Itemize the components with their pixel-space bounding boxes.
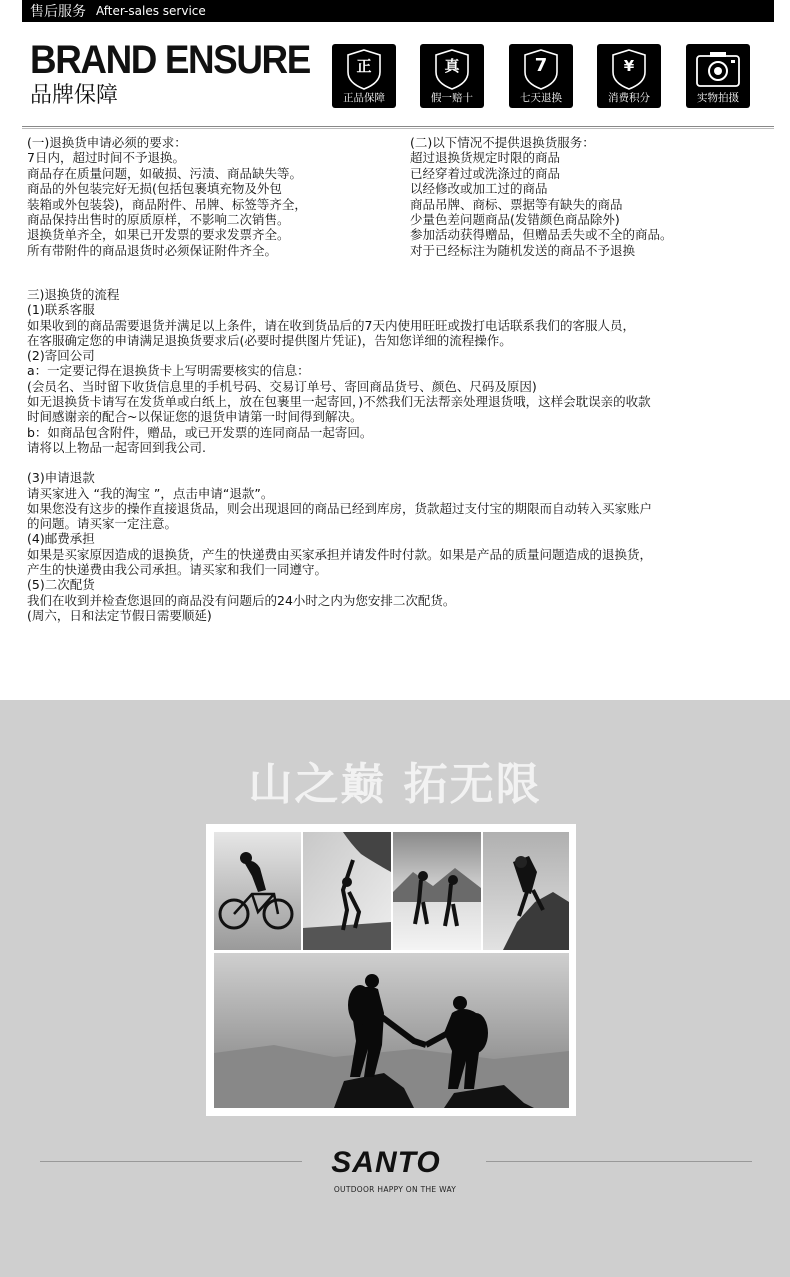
badge-glyph: 正 — [356, 57, 372, 75]
section-header-bar — [22, 0, 774, 22]
flow-step-title: (5)二次配货 — [27, 577, 95, 593]
photo-climber-overhang — [303, 832, 391, 950]
badge-label: 七天退换 — [520, 92, 562, 104]
photo-collage — [206, 824, 576, 1116]
brand-title-en: BRAND ENSURE — [30, 38, 310, 82]
flow-step-title: (2)寄回公司 — [27, 348, 95, 364]
section-title-en: After-sales service — [96, 4, 206, 18]
badge-fake-compensation — [420, 44, 484, 108]
footer-divider-left — [40, 1161, 302, 1162]
brand-title-cn: 品牌保障 — [30, 83, 119, 108]
return-exclusions — [410, 135, 673, 258]
photo-hikers-snow — [393, 832, 481, 950]
section-title-cn: 售后服务 — [30, 4, 86, 20]
badge-label: 实物拍摄 — [697, 92, 739, 104]
flow-line: (会员名、当时留下收货信息里的手机号码、交易订单号、寄回商品货号、颜色、尺码及原因) — [27, 378, 537, 394]
flow-step-title: (3)申请退款 — [27, 470, 95, 486]
exclusions-line: 对于已经标注为随机发送的商品不予退换 — [410, 242, 636, 258]
flow-spacer — [27, 455, 652, 470]
flow-line: b：如商品包含附件，赠品，或已开发票的连同商品一起寄回。 — [27, 424, 373, 440]
flow-line: 如果您没有这步的操作直接退货品，则会出现退回的商品已经到库房，货款超过支付宝的期限而自动转入买家账户 — [27, 500, 653, 516]
flow-line: a：一定要记得在退换货卡上写明需要核实的信息： — [27, 363, 310, 379]
flow-step-title: (4)邮费承担 — [27, 531, 95, 547]
requirements-line: 商品保持出售时的原质原样，不影响二次销售。 — [27, 212, 290, 228]
flow-line: 如无退换货卡请写在发货单或白纸上，放在包裹里一起寄回，)不然我们无法帮亲处理退货哦，这样会耽误亲的收款 — [27, 394, 651, 410]
flow-line: 在客服确定您的申请满足退换货要求后(必要时提供图片凭证)，告知您详细的流程操作。 — [27, 332, 512, 348]
requirements-line: 退换货单齐全，如果已开发票的要求发票齐全。 — [27, 227, 290, 243]
divider — [22, 128, 774, 129]
badge-label: 正品保障 — [343, 92, 385, 104]
flow-line: 如果是买家原因造成的退换货，产生的快递费由买家承担并请发件时付款。如果是产品的质量问题造成的退换货， — [27, 546, 653, 562]
divider — [22, 126, 774, 127]
flow-line: 产生的快递费由我公司承担。请买家和我们一同遵守。 — [27, 562, 328, 578]
exclusions-line: 商品吊牌、商标、票据等有缺失的商品 — [410, 196, 623, 212]
badge-seven-day-return — [509, 44, 573, 108]
flow-step-title: (1)联系客服 — [27, 302, 95, 318]
exclusions-line: 以经修改或加工过的商品 — [410, 181, 548, 197]
flow-heading: 三)退换货的流程 — [27, 287, 120, 302]
requirements-line: 7日内，超过时间不予退换。 — [27, 150, 185, 166]
requirements-line: 商品的外包装完好无损(包括包裹填充物及外包 — [27, 181, 282, 197]
flow-line: 请买家进入 “我的淘宝 ”，点击申请“退款”。 — [27, 485, 274, 501]
slogan: 山之巅 拓无限 — [248, 759, 542, 810]
flow-line: (周六，日和法定节假日需要顺延) — [27, 607, 212, 623]
exclusions-line: 少量色差问题商品(发错颜色商品除外) — [410, 212, 620, 228]
return-requirements — [27, 135, 307, 258]
requirements-line: 所有带附件的商品退货时必须保证附件齐全。 — [27, 242, 278, 258]
badge-genuine — [332, 44, 396, 108]
return-flow — [27, 287, 652, 623]
brand-title-block — [30, 40, 334, 110]
santo-logo — [306, 1145, 466, 1177]
flow-line: 如果收到的商品需要退货并满足以上条件，请在收到货品后的7天内使用旺旺或拨打电话联系我们的客服人员， — [27, 317, 635, 333]
badge-glyph: 真 — [444, 57, 460, 75]
footer-divider-right — [486, 1161, 752, 1162]
flow-line: 请将以上物品一起寄回到我公司. — [27, 439, 206, 455]
logo-tagline: OUTDOOR HAPPY ON THE WAY — [333, 1185, 457, 1194]
exclusions-line: 超过退换货规定时限的商品 — [410, 150, 561, 166]
requirements-heading: (一)退换货申请必须的要求： — [27, 135, 187, 150]
badge-points — [597, 44, 661, 108]
requirements-line: 商品存在质量问题，如破损、污渍、商品缺失等。 — [27, 165, 303, 181]
badge-label: 消费积分 — [608, 92, 650, 104]
badge-label: 假一赔十 — [431, 92, 473, 104]
badge-glyph: ¥ — [623, 57, 635, 75]
flow-line: 我们在收到并检查您退回的商品没有问题后的24小时之内为您安排二次配货。 — [27, 592, 456, 608]
logo-text: SANTO — [331, 1146, 441, 1177]
exclusions-line: 参加活动获得赠品，但赠品丢失或不全的商品。 — [410, 227, 673, 243]
badge-real-photo — [686, 44, 750, 108]
badge-glyph: 7 — [534, 55, 548, 76]
exclusions-line: 已经穿着过或洗涤过的商品 — [410, 165, 561, 181]
photo-helping-hand-silhouette — [214, 953, 569, 1108]
photo-cyclist — [214, 832, 301, 950]
exclusions-heading: (二)以下情况不提供退换货服务： — [410, 135, 595, 150]
flow-line: 时间感谢亲的配合~以保证您的退货申请第一时间得到解决。 — [27, 409, 363, 425]
flow-line: 的问题。请买家一定注意。 — [27, 516, 178, 532]
requirements-line: 装箱或外包装袋)，商品附件、吊牌、标签等齐全， — [27, 196, 307, 212]
photo-mountaineer — [483, 832, 569, 950]
